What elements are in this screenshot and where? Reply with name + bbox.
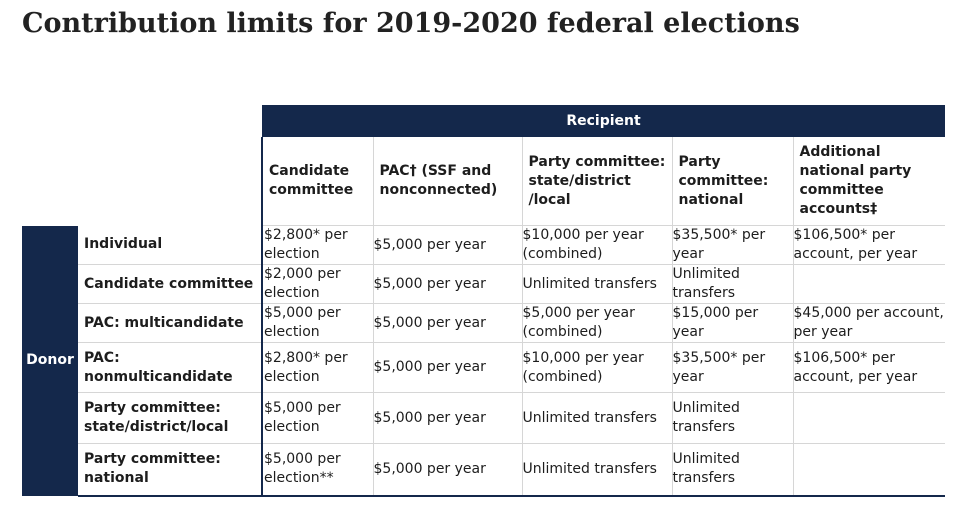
recipient-header: Recipient bbox=[262, 105, 945, 137]
table-row bbox=[22, 265, 945, 304]
table-cell: $5,000 per election** bbox=[262, 444, 373, 496]
table-cell: Unlimited transfers bbox=[672, 265, 793, 304]
row-label-party-state: Party committee: state/district/local bbox=[78, 393, 262, 444]
column-header-candidate-committee: Candidate committee bbox=[262, 137, 373, 226]
column-header-party-national: Party committee: national bbox=[672, 137, 793, 226]
table-cell: Unlimited transfers bbox=[672, 444, 793, 496]
table-cell: $35,500* per year bbox=[672, 343, 793, 393]
table-cell: $10,000 per year (combined) bbox=[522, 226, 672, 265]
column-header-party-state: Party committee: state/district /local bbox=[522, 137, 672, 226]
table-cell: $106,500* per account, per year bbox=[793, 226, 945, 265]
table-cell: $106,500* per account, per year bbox=[793, 343, 945, 393]
table-cell bbox=[793, 265, 945, 304]
row-label-pac-multicandidate: PAC: multicandidate bbox=[78, 304, 262, 343]
page-title: Contribution limits for 2019-2020 federal elections bbox=[22, 8, 800, 39]
table-cell: $5,000 per year bbox=[373, 343, 522, 393]
table-cell: $5,000 per year bbox=[373, 265, 522, 304]
table-cell: $45,000 per account, per year bbox=[793, 304, 945, 343]
table-cell: $5,000 per year bbox=[373, 304, 522, 343]
column-header-pac: PAC† (SSF and nonconnected) bbox=[373, 137, 522, 226]
table-cell: $5,000 per year bbox=[373, 226, 522, 265]
table-cell: Unlimited transfers bbox=[522, 265, 672, 304]
table-row bbox=[22, 393, 945, 444]
table-cell: $5,000 per year (combined) bbox=[522, 304, 672, 343]
table-row bbox=[22, 444, 945, 496]
table-row bbox=[22, 304, 945, 343]
table-cell: $5,000 per election bbox=[262, 393, 373, 444]
table-cell: $2,000 per election bbox=[262, 265, 373, 304]
table-cell: $5,000 per year bbox=[373, 444, 522, 496]
table-cell: $10,000 per year (combined) bbox=[522, 343, 672, 393]
table-cell: $5,000 per year bbox=[373, 393, 522, 444]
recipient-header-row bbox=[22, 105, 945, 137]
table-row bbox=[22, 226, 945, 265]
table-cell: Unlimited transfers bbox=[522, 444, 672, 496]
table-row bbox=[22, 343, 945, 393]
row-label-pac-nonmulticandidate: PAC: nonmulticandidate bbox=[78, 343, 262, 393]
column-header-additional-accounts: Additional national party committee accounts‡ bbox=[793, 137, 945, 226]
corner-blank bbox=[22, 105, 262, 137]
row-label-party-national: Party committee: national bbox=[78, 444, 262, 496]
table-cell: Unlimited transfers bbox=[522, 393, 672, 444]
corner-blank bbox=[22, 137, 262, 226]
table-cell: Unlimited transfers bbox=[672, 393, 793, 444]
donor-header: Donor bbox=[22, 226, 78, 496]
table-cell: $15,000 per year bbox=[672, 304, 793, 343]
row-label-candidate-committee: Candidate committee bbox=[78, 265, 262, 304]
table-cell: $5,000 per election bbox=[262, 304, 373, 343]
table-cell: $2,800* per election bbox=[262, 226, 373, 265]
row-label-individual: Individual bbox=[78, 226, 262, 265]
table-cell: $2,800* per election bbox=[262, 343, 373, 393]
table-cell: $35,500* per year bbox=[672, 226, 793, 265]
contribution-limits-table bbox=[22, 105, 945, 497]
table-cell bbox=[793, 393, 945, 444]
table-cell bbox=[793, 444, 945, 496]
column-header-row bbox=[22, 137, 945, 226]
